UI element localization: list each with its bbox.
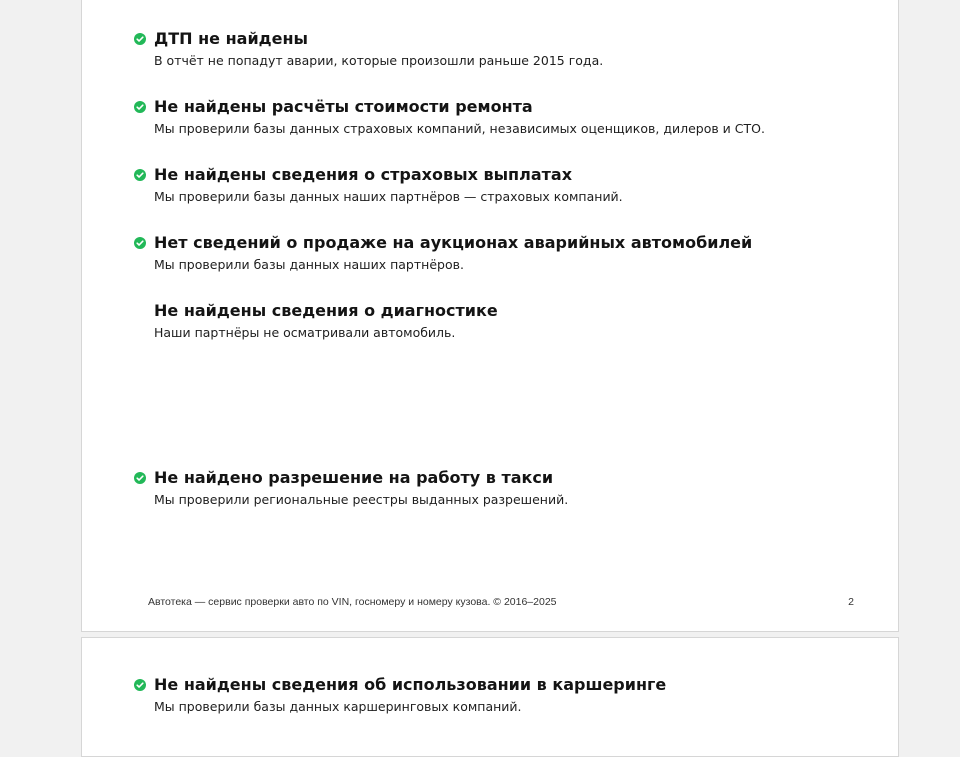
- check-item-description: Наши партнёры не осматривали автомобиль.: [154, 325, 456, 340]
- page-number: 2: [848, 596, 854, 608]
- check-circle-icon: [134, 33, 146, 45]
- check-item-title: Не найдено разрешение на работу в такси: [154, 468, 554, 487]
- check-circle-icon: [134, 472, 146, 484]
- report-page-2: [81, 637, 899, 757]
- check-circle-icon: [134, 679, 146, 691]
- check-circle-icon: [134, 101, 146, 113]
- check-item-description: Мы проверили базы данных наших партнёров — страховых компаний.: [154, 189, 623, 204]
- check-item-title: Не найдены сведения о страховых выплатах: [154, 165, 573, 184]
- check-circle-icon: [134, 237, 146, 249]
- check-item-title: Не найдены расчёты стоимости ремонта: [154, 97, 533, 116]
- check-item-description: Мы проверили базы данных страховых компаний, независимых оценщиков, дилеров и СТО.: [154, 121, 765, 136]
- check-item-title: Не найдены сведения о диагностике: [154, 301, 498, 320]
- check-item-title: Не найдены сведения об использовании в каршеринге: [154, 675, 667, 694]
- page-footer-text: Автотека — сервис проверки авто по VIN, госномеру и номеру кузова. © 2016–2025: [148, 596, 557, 608]
- check-item-title: Нет сведений о продаже на аукционах аварийных автомобилей: [154, 233, 753, 252]
- report-page-1: [81, 0, 899, 632]
- check-item-description: В отчёт не попадут аварии, которые произошли раньше 2015 года.: [154, 53, 604, 68]
- check-item-description: Мы проверили базы данных наших партнёров.: [154, 257, 464, 272]
- check-item-description: Мы проверили региональные реестры выданных разрешений.: [154, 492, 569, 507]
- check-item-description: Мы проверили базы данных каршеринговых компаний.: [154, 699, 522, 714]
- check-circle-icon: [134, 169, 146, 181]
- check-item-title: ДТП не найдены: [154, 29, 308, 48]
